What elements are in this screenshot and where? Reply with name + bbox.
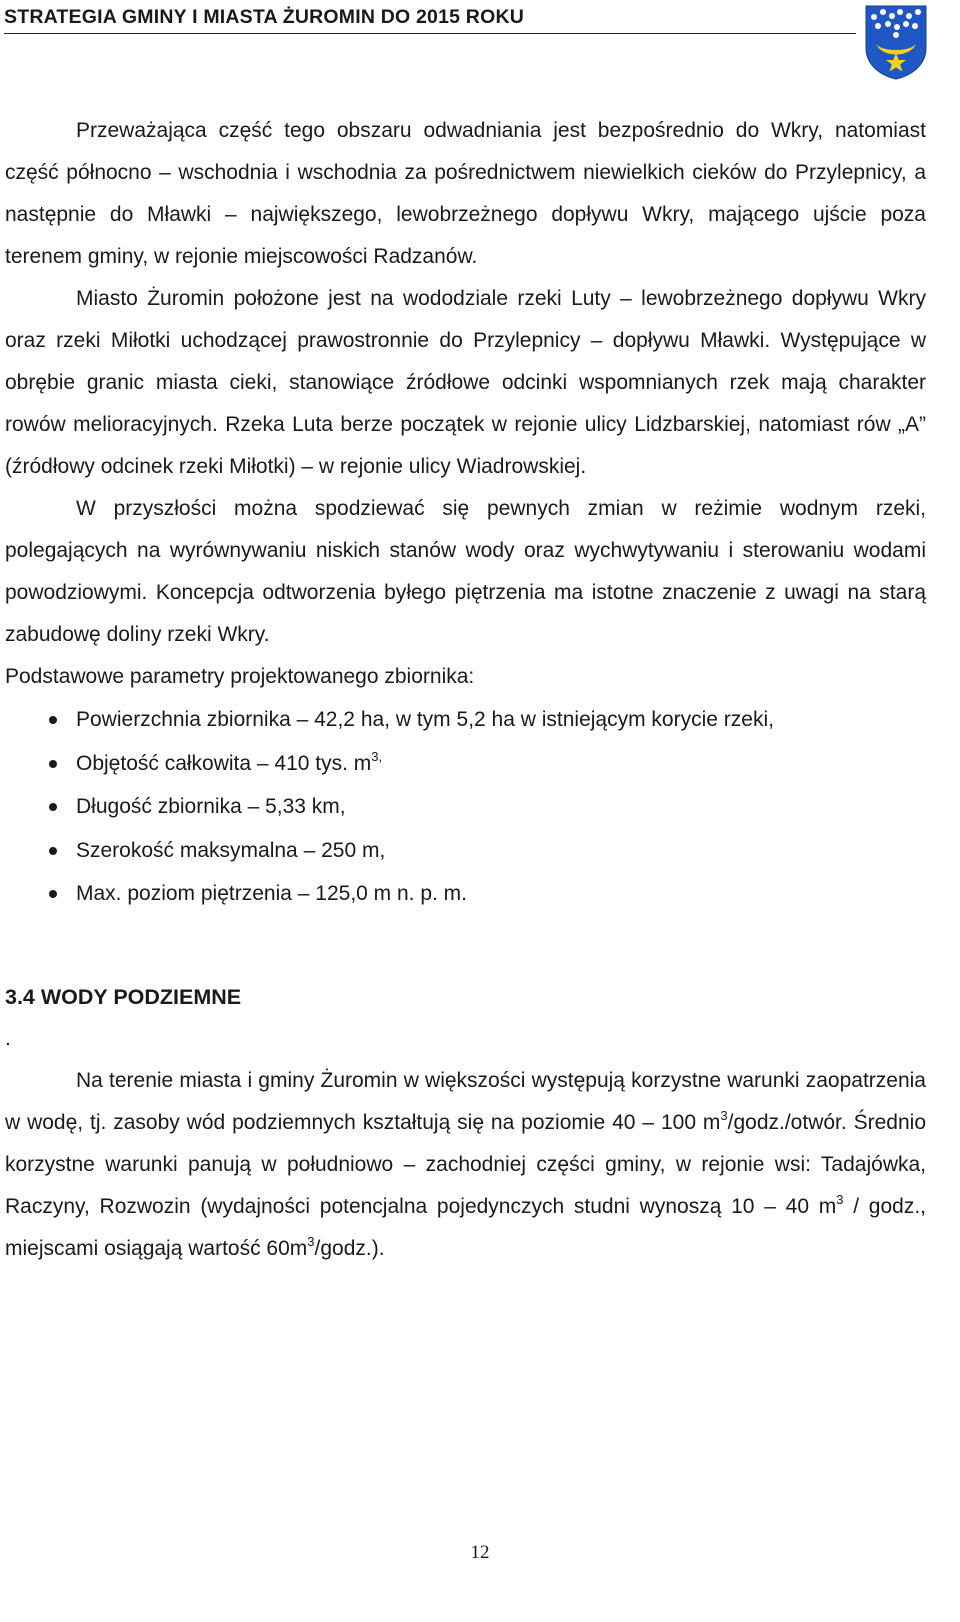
bullet-icon — [49, 760, 57, 768]
superscript: 3 — [720, 1107, 728, 1123]
bullet-icon — [49, 803, 57, 811]
paragraph-city-rivers: Miasto Żuromin położone jest na wododziale rzeki Luty – lewobrzeżnego dopływu Wkry oraz rzeki Miłotki uchodzącej prawostronnie do Przylepnicy – dopływu Mławki. Występujące w obrębie granic miasta cieki, stanowiące źródłowe odcinki wspomnianych rzek mają charakter rowów melioracyjnych. Rzeka Luta berze początek w rejonie ulicy Lidzbarskiej, natomiast rów „A” (źródłowy odcinek rzeki Miłotki) – w rejonie ulicy Wiadrowskiej. — [5, 287, 926, 478]
superscript: 3 — [307, 1233, 315, 1249]
coat-of-arms-icon — [864, 4, 928, 80]
groundwater-text-4: /godz.). — [314, 1236, 385, 1260]
page-number: 12 — [470, 1542, 490, 1563]
section-heading: 3.4 WODY PODZIEMNE — [5, 984, 242, 1009]
bullet-icon — [49, 890, 57, 898]
list-item — [5, 872, 926, 916]
list-item — [5, 698, 926, 742]
stray-dot: . — [5, 1026, 11, 1050]
list-item — [5, 829, 926, 873]
param-max-level: Max. poziom piętrzenia – 125,0 m n. p. m. — [76, 882, 468, 905]
groundwater-text-2: /godz./otwór. Średnio korzystne warunki panują w południowo – zachodniej części gminy, w rejonie wsi: Tadajówka, Raczyny, Rozwozin (wydajności potencjalna pojedynczych studni wynoszą 10 – 40 m — [5, 1110, 926, 1218]
paragraph-future-regime: W przyszłości można spodziewać się pewnych zmian w reżimie wodnym rzeki, polegających na wyrównywaniu niskich stanów wody oraz wychwytywaniu i sterowaniu wodami powodziowymi. Koncepcja odtworzenia byłego piętrzenia ma istotne znaczenie z uwagi na starą zabudowę doliny rzeki Wkry. — [5, 497, 926, 646]
param-length: Długość zbiornika – 5,33 km, — [76, 795, 346, 818]
document-body — [5, 110, 926, 1270]
paragraph-drainage: Przeważająca część tego obszaru odwadniania jest bezpośrednio do Wkry, natomiast część północno – wschodnia i wschodnia za pośrednictwem niewielkich cieków do Przylepnicy, a następnie do Mławki – największego, lewobrzeżnego dopływu Wkry, mającego ujście poza terenem gminy, w rejonie miejscowości Radzanów. — [5, 119, 926, 268]
groundwater-text-3: / godz., miejscami osiągają wartość 60m — [5, 1194, 926, 1260]
param-area: Powierzchnia zbiornika – 42,2 ha, w tym 5,2 ha w istniejącym korycie rzeki, — [76, 708, 774, 731]
paragraph-groundwater — [5, 1060, 926, 1270]
param-width: Szerokość maksymalna – 250 m, — [76, 838, 386, 862]
bullet-icon — [49, 716, 57, 724]
header-rule — [4, 33, 856, 34]
reservoir-params-list — [5, 698, 926, 916]
header-title: STRATEGIA GMINY I MIASTA ŻUROMIN DO 2015 ROKU — [4, 6, 525, 28]
page-header — [0, 0, 960, 40]
list-item — [5, 785, 926, 829]
superscript: 3, — [371, 748, 383, 764]
superscript: 3 — [836, 1191, 844, 1207]
bullet-icon — [49, 847, 57, 855]
params-intro: Podstawowe parametry projektowanego zbiornika: — [5, 665, 475, 688]
list-item — [5, 742, 926, 786]
param-volume: Objętość całkowita – 410 tys. m — [76, 751, 372, 775]
groundwater-text-1: Na terenie miasta i gminy Żuromin w większości występują korzystne warunki zaopatrzenia w wodę, tj. zasoby wód podziemnych kształtują się na poziomie 40 – 100 m — [5, 1068, 926, 1134]
